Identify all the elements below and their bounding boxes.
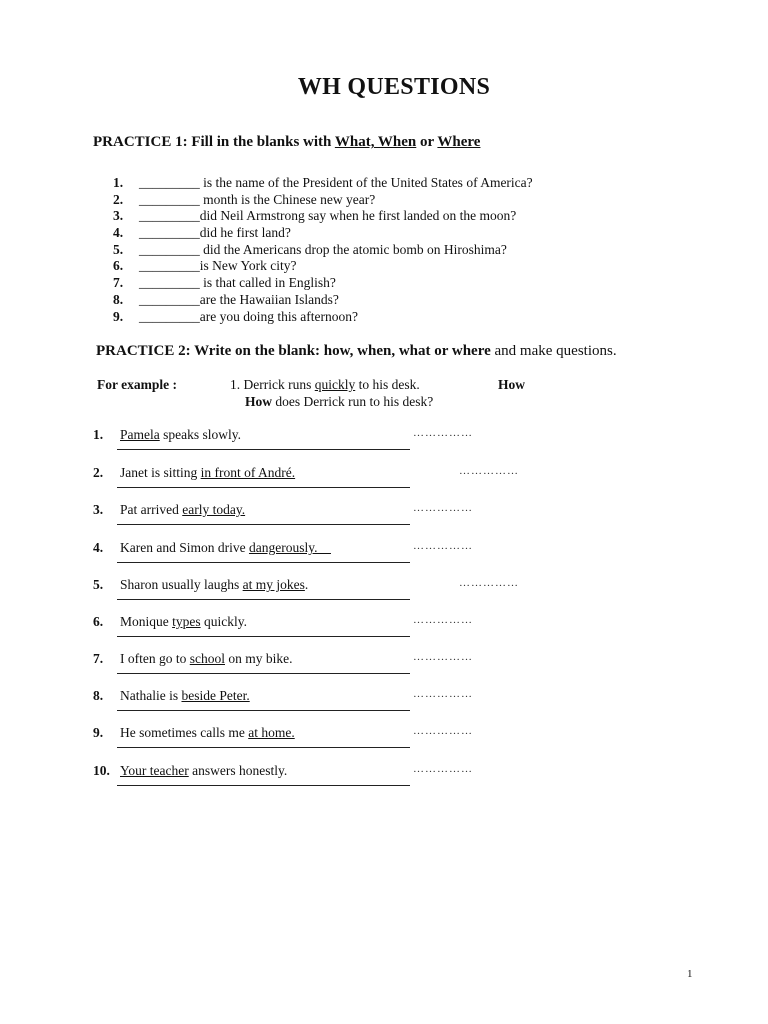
exercise-number: 6. <box>93 614 104 629</box>
example-sentence-underlined: quickly <box>314 377 356 392</box>
list-item <box>113 192 533 209</box>
example-block <box>97 377 657 413</box>
exercise-item <box>93 614 553 644</box>
exercise-item <box>93 502 553 532</box>
exercise-item <box>93 577 553 607</box>
sentence-pre: Janet is sitting <box>120 465 201 480</box>
example-sentence-pre: 1. Derrick runs <box>230 377 315 392</box>
sentence-underlined: beside Peter. <box>181 688 250 703</box>
exercise-sentence <box>120 614 247 630</box>
sentence-pre: Sharon usually laughs <box>120 577 243 592</box>
list-item <box>113 225 533 242</box>
example-question-word: How <box>245 394 272 409</box>
item-number: 6. <box>113 258 124 274</box>
item-text: _________ is the name of the President of the United States of America? <box>139 175 533 190</box>
answer-line[interactable] <box>117 599 410 600</box>
item-text: _________did Neil Armstrong say when he first landed on the moon? <box>139 208 517 224</box>
exercise-item <box>93 540 553 570</box>
exercise-sentence <box>120 651 293 667</box>
exercise-item <box>93 651 553 681</box>
exercise-sentence <box>120 763 287 779</box>
item-number: 1. <box>113 175 124 190</box>
exercise-number: 1. <box>93 427 104 442</box>
list-item <box>113 258 533 275</box>
sentence-underlined: types <box>172 614 201 629</box>
exercise-number: 8. <box>93 688 104 703</box>
item-text: _________is New York city? <box>139 258 297 274</box>
practice-1-heading <box>93 134 480 151</box>
sentence-pre: Karen and Simon drive <box>120 540 249 555</box>
answer-dots[interactable]: …………… <box>413 502 473 514</box>
answer-line[interactable] <box>117 747 410 748</box>
exercise-number: 10. <box>93 763 110 778</box>
example-sentence-post: to his desk. <box>355 377 420 392</box>
item-number: 4. <box>113 225 124 241</box>
sentence-underlined: Your teacher <box>120 763 189 778</box>
list-item <box>113 208 533 225</box>
practice-1-heading-prefix: PRACTICE 1: Fill in the blanks with <box>93 134 335 150</box>
practice-1-heading-or: or <box>416 134 438 150</box>
practice-2-heading-bold: PRACTICE 2: Write on the blank: how, when, what or where <box>96 343 491 359</box>
item-text: _________ did the Americans drop the atomic bomb on Hiroshima? <box>139 241 507 257</box>
sentence-post: on my bike. <box>225 651 293 666</box>
item-number: 3. <box>113 208 124 224</box>
answer-line[interactable] <box>117 449 410 450</box>
answer-line[interactable] <box>117 673 410 674</box>
sentence-pre: Pat arrived <box>120 502 183 517</box>
answer-dots[interactable]: …………… <box>413 651 473 663</box>
item-text: _________ month is the Chinese new year? <box>139 191 376 207</box>
sentence-post: speaks slowly. <box>159 427 241 442</box>
exercise-sentence <box>120 465 295 481</box>
list-item <box>113 275 533 292</box>
exercise-item <box>93 465 553 495</box>
sentence-underlined: at my jokes <box>242 577 305 592</box>
exercise-sentence <box>120 688 250 704</box>
example-question-rest: does Derrick run to his desk? <box>272 394 434 409</box>
practice-2-heading-rest: and make questions. <box>490 343 617 359</box>
sentence-pre: I often go to <box>120 651 190 666</box>
sentence-underlined: Pamela <box>120 427 160 442</box>
item-number: 9. <box>113 308 124 324</box>
exercise-sentence <box>120 540 331 556</box>
exercise-number: 2. <box>93 465 104 480</box>
exercise-sentence <box>120 577 308 593</box>
sentence-pre: Nathalie is <box>120 688 182 703</box>
answer-dots[interactable]: …………… <box>413 427 473 439</box>
exercise-number: 9. <box>93 725 104 740</box>
item-number: 7. <box>113 275 124 291</box>
sentence-underlined: dangerously. <box>248 540 331 555</box>
sentence-pre: Monique <box>120 614 173 629</box>
sentence-underlined: at home. <box>248 725 295 740</box>
list-item <box>113 292 533 309</box>
answer-dots[interactable]: …………… <box>413 725 473 737</box>
exercise-number: 7. <box>93 651 104 666</box>
sentence-pre: He sometimes calls me <box>120 725 249 740</box>
example-label: For example : <box>97 377 177 392</box>
answer-dots[interactable]: …………… <box>459 577 519 589</box>
answer-dots[interactable]: …………… <box>413 614 473 626</box>
list-item <box>113 309 533 326</box>
item-text: _________are you doing this afternoon? <box>139 308 358 324</box>
exercise-number: 5. <box>93 577 104 592</box>
page-number: 1 <box>687 968 693 980</box>
item-number: 8. <box>113 291 124 307</box>
exercise-sentence <box>120 502 245 518</box>
answer-line[interactable] <box>117 487 410 488</box>
answer-dots[interactable]: …………… <box>459 465 519 477</box>
answer-dots[interactable]: …………… <box>413 763 473 775</box>
item-number: 5. <box>113 241 124 257</box>
practice-1-heading-word-where: Where <box>437 134 481 150</box>
answer-line[interactable] <box>117 524 410 525</box>
example-answer: How <box>498 377 525 392</box>
exercise-number: 3. <box>93 502 104 517</box>
exercise-item <box>93 725 553 755</box>
practice-1-list <box>113 175 533 325</box>
exercise-number: 4. <box>93 540 104 555</box>
item-text: _________did he first land? <box>139 225 291 241</box>
list-item <box>113 175 533 192</box>
answer-dots[interactable]: …………… <box>413 540 473 552</box>
sentence-post: . <box>304 577 309 592</box>
example-sentence <box>230 377 420 393</box>
item-text: _________are the Hawaiian Islands? <box>139 291 339 307</box>
exercise-item <box>93 427 553 457</box>
answer-dots[interactable]: …………… <box>413 688 473 700</box>
exercise-item <box>93 688 553 718</box>
practice-1-heading-words: What, When <box>334 134 417 150</box>
answer-line[interactable] <box>117 710 410 711</box>
list-item <box>113 242 533 259</box>
sentence-post: answers honestly. <box>188 763 288 778</box>
answer-line[interactable] <box>117 636 410 637</box>
practice-2-heading <box>96 343 617 360</box>
sentence-underlined: school <box>189 651 225 666</box>
item-number: 2. <box>113 191 124 207</box>
exercise-item <box>93 763 553 793</box>
page-title: WH QUESTIONS <box>297 74 491 100</box>
sentence-underlined: early today. <box>182 502 246 517</box>
answer-line[interactable] <box>117 785 410 786</box>
exercise-sentence <box>120 725 295 741</box>
sentence-underlined: in front of André. <box>200 465 296 480</box>
example-question <box>245 394 433 410</box>
exercise-sentence <box>120 427 241 443</box>
item-text: _________ is that called in English? <box>139 275 336 291</box>
sentence-post: quickly. <box>200 614 247 629</box>
answer-line[interactable] <box>117 562 410 563</box>
